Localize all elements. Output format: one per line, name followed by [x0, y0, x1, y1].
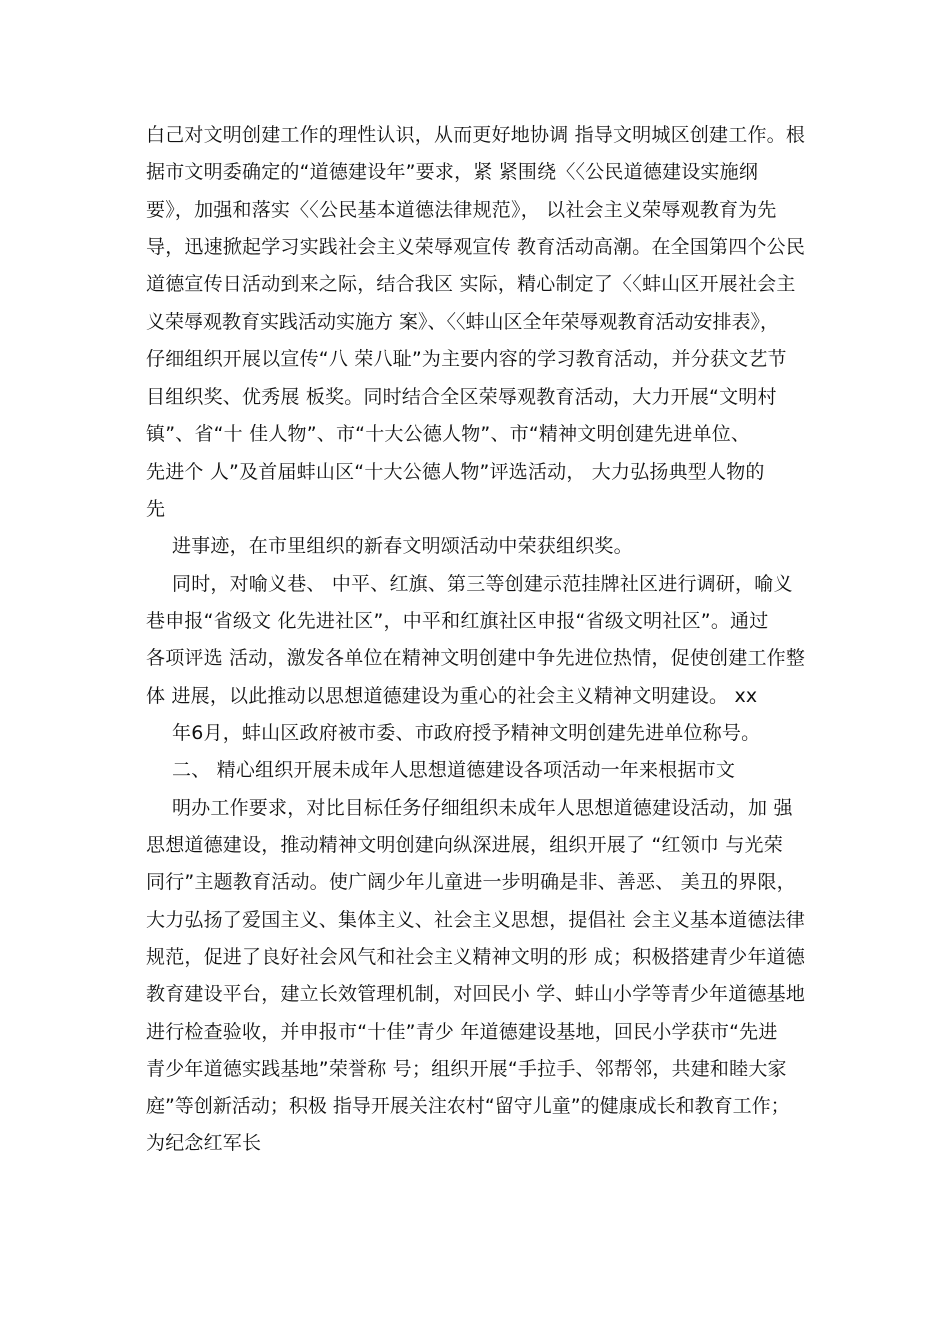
- text-line: 二、 精心组织开展未成年人思想道德建设各项活动一年来根据市文: [172, 759, 736, 781]
- text-line: 义荣辱观教育实践活动实施方 案》、〈〈蚌山区全年荣辱观教育活动安排表》，: [146, 311, 780, 333]
- text-line: 白己对文明创建工作的理性认识，从而更好地协调 指导文明城区创建工作。根: [146, 124, 806, 146]
- text-line: 镇”、省“十 佳人物”、市“十大公德人物”、市“精神文明创建先进单位、: [146, 423, 751, 445]
- text-line: 要》，加强和落实〈〈公民基本道德法律规范》， 以社会主义荣辱观教育为先: [146, 199, 777, 221]
- text-line: 导，迅速掀起学习实践社会主义荣辱观宣传 教育活动高潮。在全国第四个公民: [146, 236, 806, 258]
- text-line: 同行”主题教育活动。使广阔少年儿童进一步明确是非、善恶、 美丑的界限，: [146, 871, 796, 893]
- text-line: 仔细组织开展以宣传“八 荣八耻”为主要内容的学习教育活动，并分获文艺节: [146, 348, 787, 370]
- text-line: 庭”等创新活动；积极 指导开展关注农村“留守儿童”的健康成长和教育工作；: [146, 1095, 790, 1117]
- text-line: 目组织奖、优秀展 板奖。同时结合全区荣辱观教育活动，大力开展“文明村: [146, 386, 777, 408]
- text-line: 道德宣传日活动到来之际，结合我区 实际，精心制定了〈〈蚌山区开展社会主: [146, 273, 796, 295]
- text-line: 巷申报“省级文 化先进社区”，中平和红旗社区申报“省级文明社区”。通过: [146, 610, 769, 632]
- text-line: 进事迹，在市里组织的新春文明颂活动中荣获组织奖。: [172, 535, 633, 557]
- text-line: 明办工作要求，对比目标任务仔细组织未成年人思想道德建设活动，加 强: [172, 797, 793, 819]
- text-line: 教育建设平台，建立长效管理机制，对回民小 学、蚌山小学等青少年道德基地: [146, 983, 806, 1005]
- text-line: 年6月，蚌山区政府被市委、市政府授予精神文明创建先进单位称号。: [172, 722, 761, 744]
- text-line: 为纪念红军长: [146, 1132, 262, 1154]
- text-line: 规范，促进了良好社会风气和社会主义精神文明的形 成；积极搭建青少年道德: [146, 946, 806, 968]
- text-line: 据市文明委确定的“道德建设年”要求，紧 紧围绕〈〈公民道德建设实施纲: [146, 161, 759, 183]
- text-line: 青少年道德实践基地”荣誉称 号；组织开展“手拉手、邻帮邻，共建和睦大家: [146, 1058, 787, 1080]
- text-line: 同时，对喻义巷、 中平、红旗、第三等创建示范挂牌社区进行调研，喻义: [172, 573, 793, 595]
- text-line: 各项评选 活动，激发各单位在精神文明创建中争先进位热情，促使创建工作整: [146, 647, 806, 669]
- text-line: 先: [146, 498, 166, 520]
- text-line: 体 进展，以此推动以思想道德建设为重心的社会主义精神文明建设。 xx: [146, 685, 758, 707]
- text-line: 思想道德建设，推动精神文明创建向纵深进展，组织开展了 “红领巾 与光荣: [146, 834, 783, 856]
- text-line: 先进个 人”及首届蚌山区“十大公德人物”评选活动， 大力弘扬典型人物的: [146, 461, 765, 483]
- text-line: 大力弘扬了爱国主义、集体主义、社会主义思想，提倡社 会主义基本道德法律: [146, 909, 806, 931]
- text-line: 进行检查验收，并申报市“十佳”青少 年道德建设基地，回民小学获市“先进: [146, 1021, 778, 1043]
